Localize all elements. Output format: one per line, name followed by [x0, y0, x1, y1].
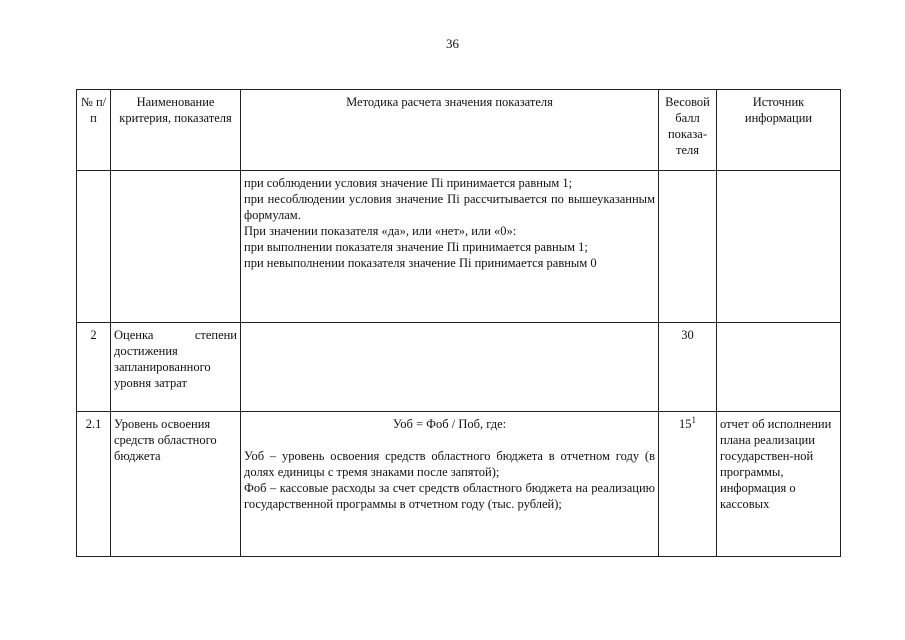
method-line: Фоб – кассовые расходы за счет средств областного бюджета на реализацию государственной программы в отчетном году (тыс. рублей); — [244, 481, 655, 511]
cell-name — [111, 171, 241, 323]
footnote-marker: 1 — [691, 414, 696, 425]
cell-weight — [659, 412, 717, 557]
page-number: 36 — [446, 36, 459, 51]
method-line: Уоб – уровень освоения средств областного бюджета в отчетном году (в долях единицы с тремя знаками после запятой); — [244, 449, 655, 479]
method-line: при выполнении показателя значение Пi принимается равным 1; — [244, 240, 588, 254]
cell-weight: 30 — [659, 323, 717, 412]
cell-method — [241, 412, 659, 557]
formula: Уоб = Фоб / Поб, где: — [392, 417, 507, 431]
criteria-table — [76, 89, 841, 557]
method-line: При значении показателя «да», или «нет», или «0»: — [244, 224, 517, 238]
header-weight: Весовой балл показа-теля — [659, 90, 717, 171]
table-header-row — [77, 90, 841, 171]
header-source: Источник информации — [717, 90, 841, 171]
weight-value: 15 — [679, 417, 692, 431]
cell-num: 2.1 — [77, 412, 111, 557]
header-method: Методика расчета значения показателя — [241, 90, 659, 171]
cell-num: 2 — [77, 323, 111, 412]
table-row-continuation — [77, 171, 841, 323]
cell-name: Оценка степени достижения запланированного уровня затрат — [111, 323, 241, 412]
table-row-2-1 — [77, 412, 841, 557]
cell-weight — [659, 171, 717, 323]
cell-source — [717, 323, 841, 412]
header-num: № п/п — [77, 90, 111, 171]
cell-num — [77, 171, 111, 323]
header-name: Наименование критерия, показателя — [111, 90, 241, 171]
table-row-2 — [77, 323, 841, 412]
method-line: при несоблюдении условия значение Пi рассчитывается по вышеуказанным формулам. — [244, 192, 655, 222]
method-line: при соблюдении условия значение Пi принимается равным 1; — [244, 176, 573, 190]
cell-method — [241, 171, 659, 323]
cell-name: Уровень освоения средств областного бюджета — [111, 412, 241, 557]
method-line: при невыполнении показателя значение Пi принимается равным 0 — [244, 256, 597, 270]
cell-source: отчет об исполнении плана реализации государствен-ной программы, информация о кассовых — [717, 412, 841, 557]
cell-source — [717, 171, 841, 323]
cell-method — [241, 323, 659, 412]
